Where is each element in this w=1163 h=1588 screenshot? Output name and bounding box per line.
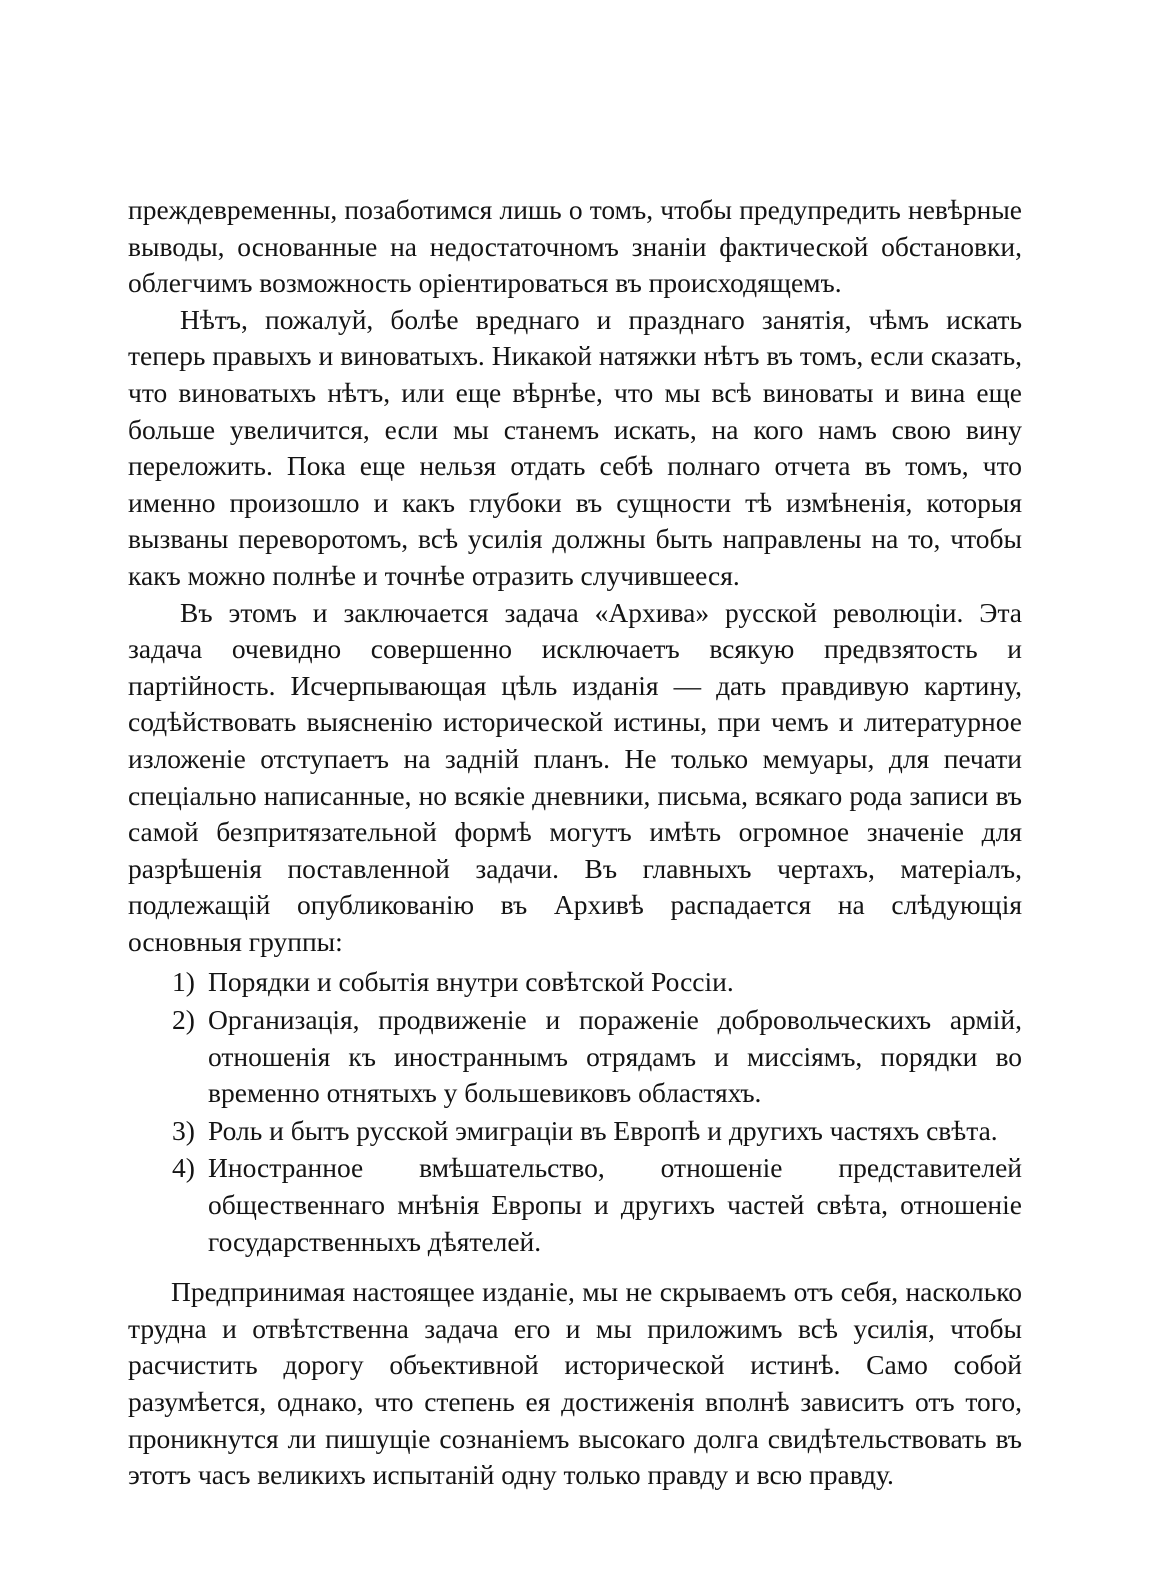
list-item: [172, 964, 1022, 1001]
paragraph-closing: Предпринимая настоящее изданiе, мы не скрываемъ отъ себя, насколько трудна и отвѣтственна задача его и мы приложимъ всѣ усилiя, чтобы расчистить дорогу объективной исторической истинѣ. Само собой разумѣется, однако, что степень ея достиженiя вполнѣ зависитъ отъ того, проникнутся ли пишущiе сознанiемъ высокаго долга свидѣтельствовать въ этотъ часъ великихъ испытанiй одну только правду и всю правду.: [128, 1276, 1022, 1491]
list-item-text: Порядки и событiя внутри совѣтской Россiи.: [208, 966, 734, 998]
list-item: [172, 1002, 1022, 1112]
list-item-text: Организацiя, продвиженiе и пораженiе добровольческихъ армiй, отношенiя къ иностраннымъ отрядамъ и миссiямъ, порядки во временно отнятыхъ у большевиковъ областяхъ.: [208, 1004, 1022, 1109]
list-item-text: Роль и бытъ русской эмиграцiи въ Европѣ и другихъ частяхъ свѣта.: [208, 1114, 998, 1146]
list-item: [172, 1113, 1022, 1150]
body-text: [128, 192, 1022, 1494]
material-groups-list: [128, 964, 1022, 1260]
list-item-number: 2): [172, 1004, 195, 1036]
list-item-number: 3): [172, 1114, 195, 1146]
paragraph-archive-task: Въ этомъ и заключается задача «Архива» русской революцiи. Эта задача очевидно совершенно исключаетъ всякую предвзятость и партiйность. Исчерпывающая цѣль изданiя — дать правдивую картину, содѣйствовать выясненiю исторической истины, при чемъ и литературное изложенiе отступаетъ на заднiй планъ. Не только мемуары, для печати спецiально написанные, но всякiе дневники, письма, всякаго рода записи въ самой безпритязательной формѣ могутъ имѣть огромное значенiе для разрѣшенiя поставленной задачи. Въ главныхъ чертахъ, матерiалъ, подлежащiй опубликованiю въ Архивѣ распадается на слѣдующiя основныя группы:: [128, 596, 1022, 957]
paragraph-guilt: Нѣтъ, пожалуй, болѣе вреднаго и празднаго занятiя, чѣмъ искать теперь правыхъ и виноватыхъ. Никакой натяжки нѣтъ въ томъ, если сказать, что виноватыхъ нѣтъ, или еще вѣрнѣе, что мы всѣ виноваты и вина еще больше увеличится, если мы станемъ искать, на кого намъ свою вину переложить. Пока еще нельзя отдать себѣ полнаго отчета въ томъ, что именно произошло и какъ глубоки въ сущности тѣ измѣненiя, которыя вызваны переворотомъ, всѣ усилiя должны быть направлены на то, чтобы какъ можно полнѣе и точнѣе отразить случившееся.: [128, 303, 1022, 591]
list-item-number: 1): [172, 966, 195, 998]
paragraph-continuation: преждевременны, позаботимся лишь о томъ, чтобы предупредить невѣрные выводы, основанные на недостаточномъ знанiи фактической обстановки, облегчимъ возможность орiентироваться въ происходящемъ.: [128, 194, 1022, 299]
list-item: [172, 1150, 1022, 1260]
list-item-text: Иностранное вмѣшательство, отношенiе представителей общественнаго мнѣнiя Европы и другихъ частей свѣта, отношенiе государственныхъ дѣятелей.: [208, 1152, 1022, 1257]
list-item-number: 4): [172, 1152, 195, 1184]
